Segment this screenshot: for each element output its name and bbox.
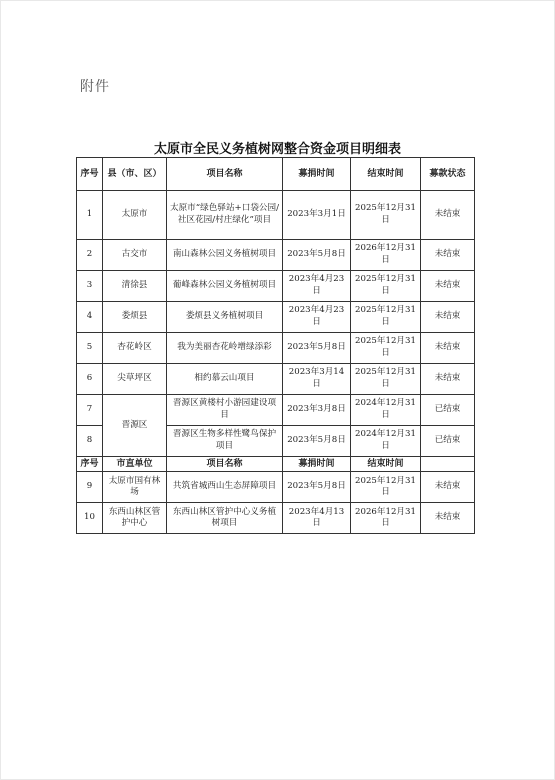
- cell-start: 2023年3月8日: [283, 395, 351, 426]
- cell-end: 2026年12月31日: [351, 240, 421, 271]
- project-table: [76, 157, 475, 534]
- header-unit: 市直单位: [103, 457, 167, 472]
- cell-start: 2023年3月14日: [283, 364, 351, 395]
- header-county: 县（市、区）: [103, 158, 167, 191]
- cell-project: 东西山林区管护中心义务植树项目: [167, 503, 283, 534]
- cell-start: 2023年5月8日: [283, 333, 351, 364]
- cell-end: 2025年12月31日: [351, 302, 421, 333]
- cell-end: 2025年12月31日: [351, 364, 421, 395]
- cell-unit: 太原市国有林场: [103, 472, 167, 503]
- cell-seq: 10: [77, 503, 103, 534]
- cell-seq: 3: [77, 271, 103, 302]
- header-project: 项目名称: [167, 158, 283, 191]
- cell-end: 2025年12月31日: [351, 191, 421, 240]
- cell-status: 未结束: [421, 364, 475, 395]
- header-seq: 序号: [77, 158, 103, 191]
- cell-seq: 2: [77, 240, 103, 271]
- table-row: [77, 191, 475, 240]
- cell-seq: 7: [77, 395, 103, 426]
- cell-project: 太原市“绿色驿站+口袋公园/社区花园/村庄绿化”项目: [167, 191, 283, 240]
- cell-status: 已结束: [421, 426, 475, 457]
- cell-start: 2023年5月8日: [283, 426, 351, 457]
- header-start: 募捐时间: [283, 158, 351, 191]
- cell-unit: 东西山林区管护中心: [103, 503, 167, 534]
- cell-project: 娄烦县义务植树项目: [167, 302, 283, 333]
- cell-status: 未结束: [421, 302, 475, 333]
- header-status: 募款状态: [421, 158, 475, 191]
- table-subheader-row: [77, 457, 475, 472]
- cell-end: 2025年12月31日: [351, 333, 421, 364]
- cell-seq: 5: [77, 333, 103, 364]
- cell-status: 未结束: [421, 472, 475, 503]
- table-title: 太原市全民义务植树网整合资金项目明细表: [153, 142, 401, 157]
- cell-project: 晋源区黄楼村小游园建设项目: [167, 395, 283, 426]
- cell-seq: 1: [77, 191, 103, 240]
- table-row: [77, 240, 475, 271]
- cell-project: 相约慕云山项目: [167, 364, 283, 395]
- cell-status: 未结束: [421, 240, 475, 271]
- cell-end: 2025年12月31日: [351, 472, 421, 503]
- cell-project: 南山森林公园义务植树项目: [167, 240, 283, 271]
- cell-project: 共筑省城西山生态屏障项目: [167, 472, 283, 503]
- table-row: [77, 395, 475, 426]
- cell-start: 2023年4月23日: [283, 271, 351, 302]
- cell-seq: 4: [77, 302, 103, 333]
- cell-end: 2024年12月31日: [351, 426, 421, 457]
- cell-status: 已结束: [421, 395, 475, 426]
- cell-county: 晋源区: [103, 395, 167, 457]
- cell-county: 尖草坪区: [103, 364, 167, 395]
- table-row: [77, 302, 475, 333]
- cell-project: 葡峰森林公园义务植树项目: [167, 271, 283, 302]
- cell-county: 清徐县: [103, 271, 167, 302]
- header-start: 募捐时间: [283, 457, 351, 472]
- cell-start: 2023年5月8日: [283, 240, 351, 271]
- cell-county: 杏花岭区: [103, 333, 167, 364]
- cell-project: 我为美丽杏花岭增绿添彩: [167, 333, 283, 364]
- cell-start: 2023年3月1日: [283, 191, 351, 240]
- cell-seq: 8: [77, 426, 103, 457]
- cell-seq: 6: [77, 364, 103, 395]
- cell-start: 2023年4月13日: [283, 503, 351, 534]
- table-row: [77, 472, 475, 503]
- header-seq: 序号: [77, 457, 103, 472]
- cell-county: 太原市: [103, 191, 167, 240]
- header-end: 结束时间: [351, 457, 421, 472]
- attachment-label: 附件: [80, 79, 110, 95]
- cell-end: 2024年12月31日: [351, 395, 421, 426]
- header-status: [421, 457, 475, 472]
- cell-status: 未结束: [421, 333, 475, 364]
- cell-status: 未结束: [421, 503, 475, 534]
- cell-county: 古交市: [103, 240, 167, 271]
- cell-end: 2026年12月31日: [351, 503, 421, 534]
- table-header-row: [77, 158, 475, 191]
- cell-county: 娄烦县: [103, 302, 167, 333]
- cell-end: 2025年12月31日: [351, 271, 421, 302]
- table-row: [77, 503, 475, 534]
- header-end: 结束时间: [351, 158, 421, 191]
- cell-start: 2023年4月23日: [283, 302, 351, 333]
- cell-seq: 9: [77, 472, 103, 503]
- cell-status: 未结束: [421, 271, 475, 302]
- header-project: 项目名称: [167, 457, 283, 472]
- table-row: [77, 333, 475, 364]
- cell-start: 2023年5月8日: [283, 472, 351, 503]
- table-row: [77, 364, 475, 395]
- table-row: [77, 271, 475, 302]
- cell-status: 未结束: [421, 191, 475, 240]
- cell-project: 晋源区生物多样性鹭鸟保护项目: [167, 426, 283, 457]
